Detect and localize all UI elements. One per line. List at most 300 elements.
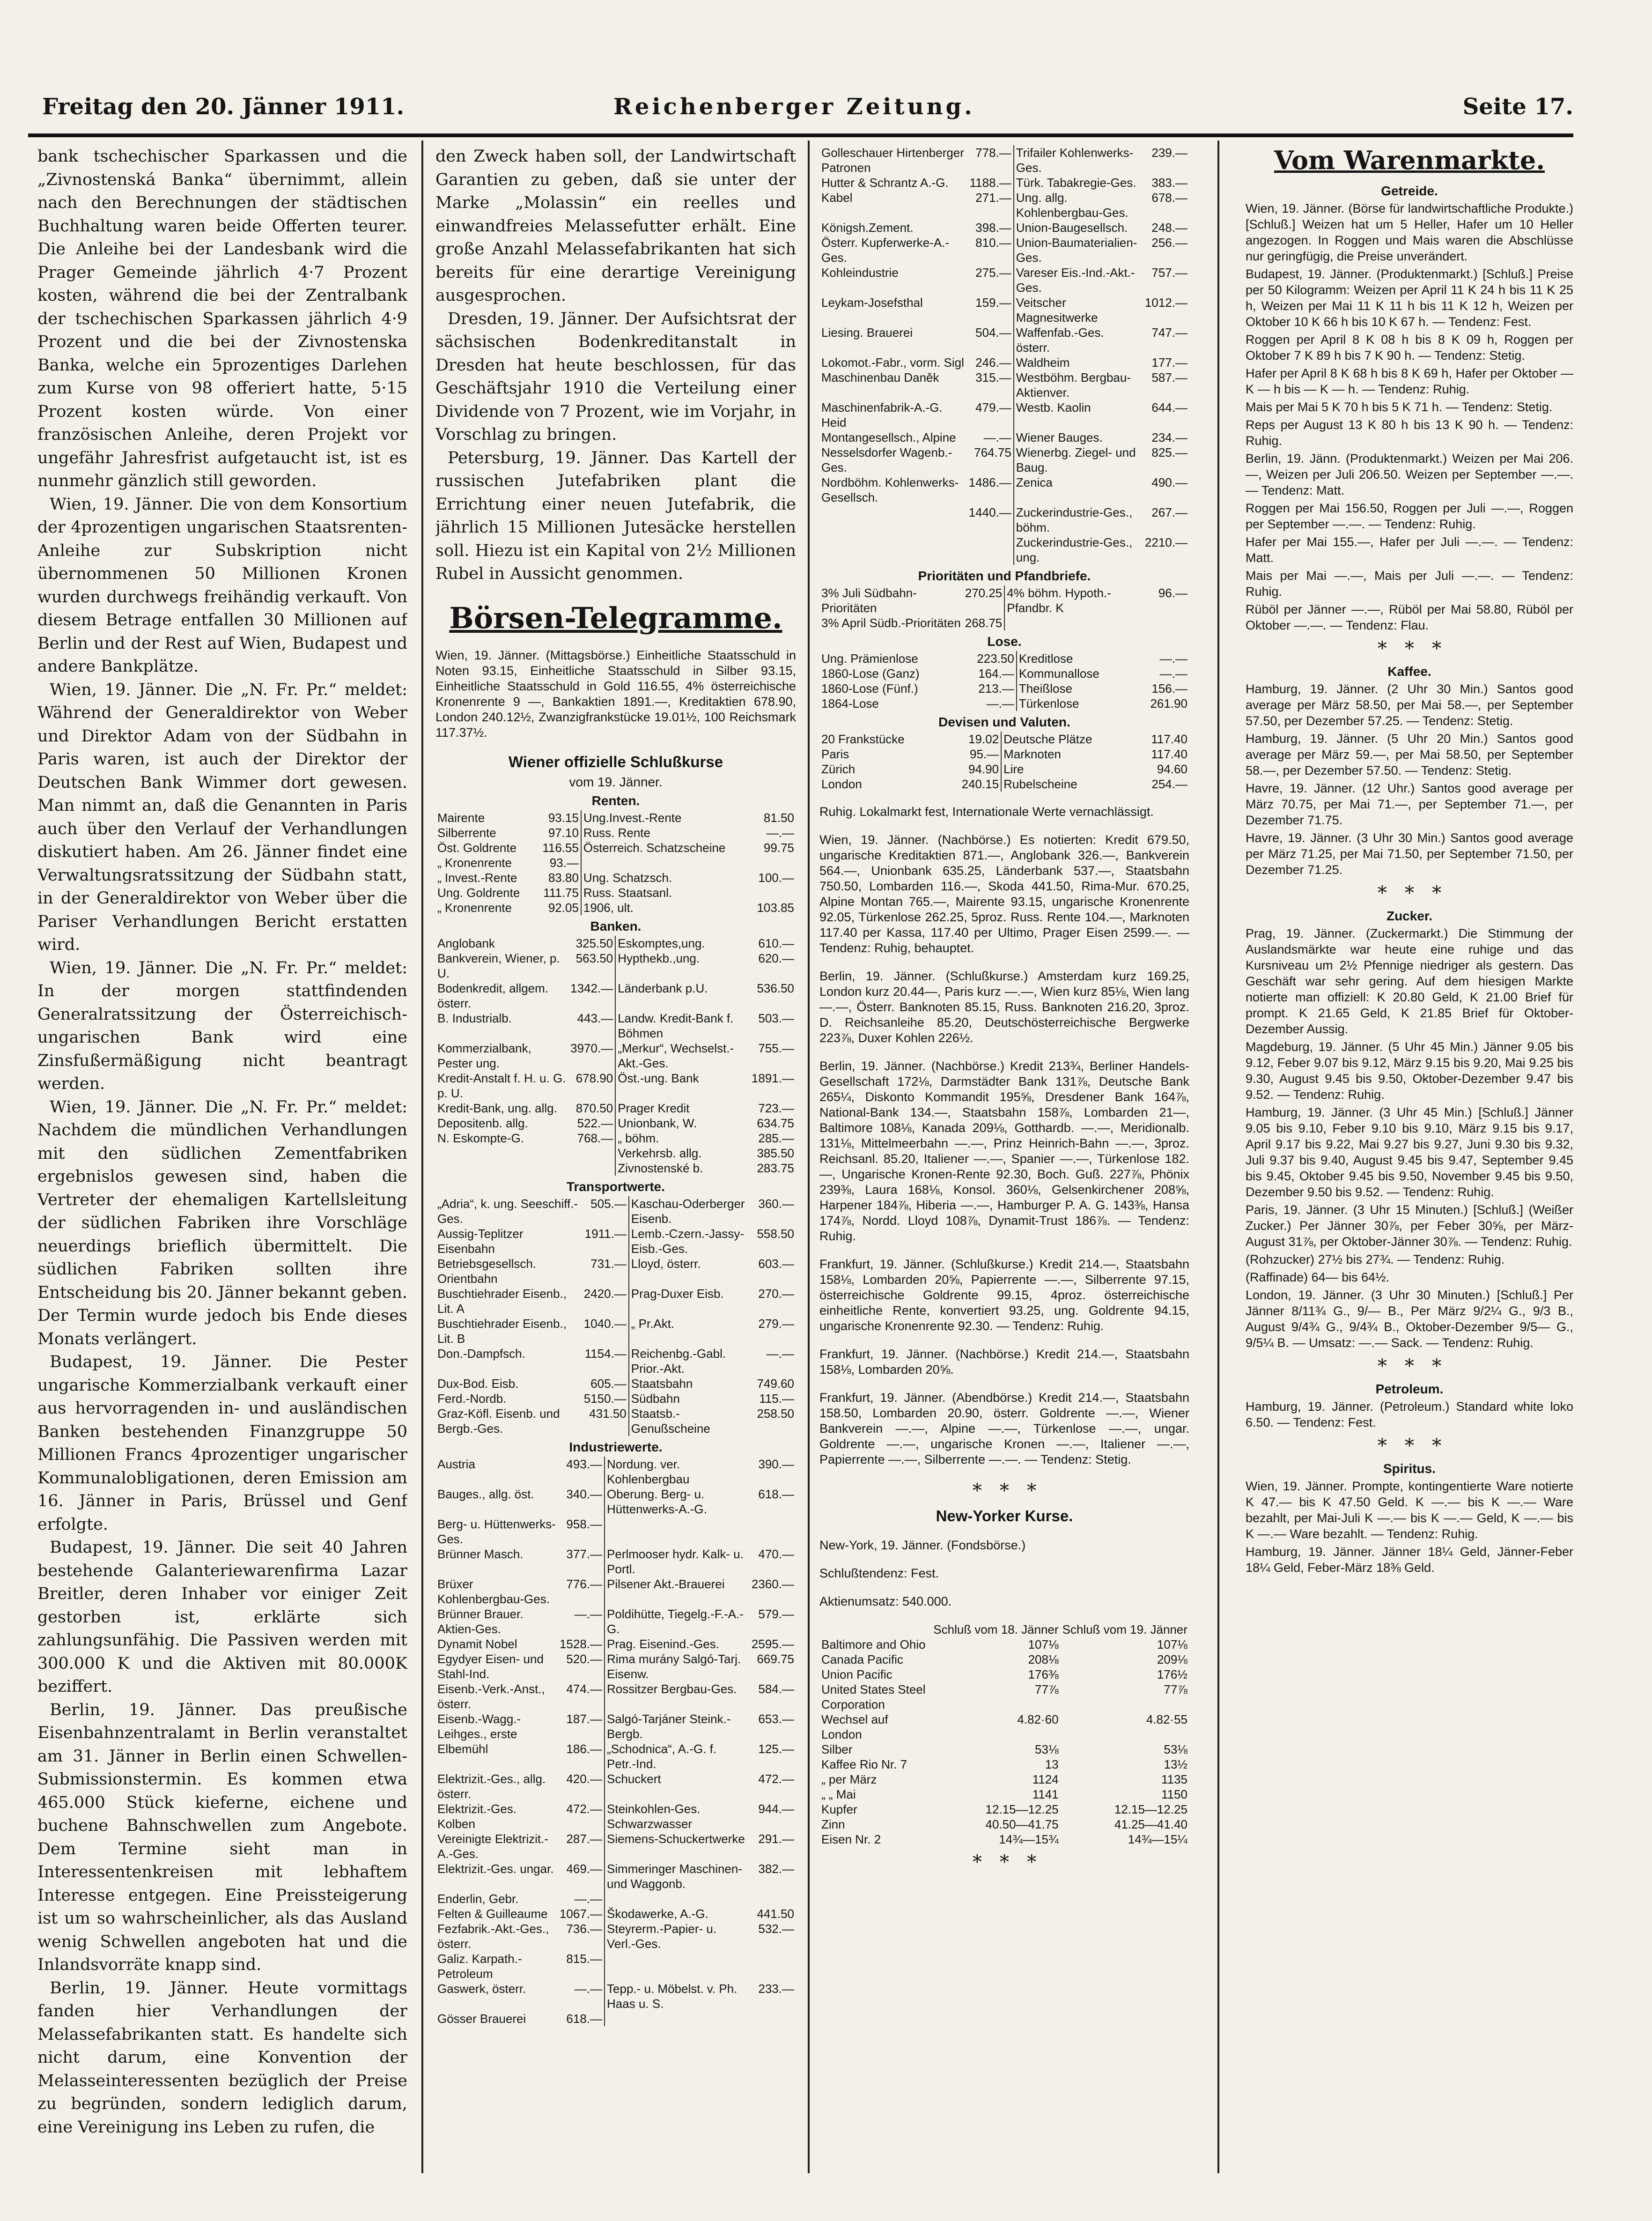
news-paragraph: den Zweck haben soll, der Landwirtschaft Garantien zu geben, daß sie unter der Marke „Molassin“ ein reelles und einwandfreies Melassefutter erhält. Eine große Anzahl Melassefabrikanten hat sich bereits für eine derartige Vereinigung ausgesprochen.: [435, 147, 796, 305]
quote-row: [435, 1196, 796, 1226]
market-report: Ruhig. Lokalmarkt fest, Internationale Werte vernachlässigt.: [819, 805, 1154, 819]
quote-name: Tepp.- u. Möbelst. v. Ph. Haas u. S.: [605, 1981, 750, 2011]
quote-value: 267.—: [1151, 505, 1187, 519]
quote-row: [819, 220, 1189, 235]
quote-row: [435, 810, 796, 825]
quote-value: 603.—: [758, 1256, 794, 1271]
quote-name: Öst.-ung. Bank: [615, 1071, 750, 1101]
news-paragraph: Petersburg, 19. Jänner. Das Kartell der russischen Jutefabriken plant die Errichtung einer neuen Jutefabrik, die jährlich 15 Millionen Jutesäcke herstellen soll. Hiezu ist ein Kapital von 2½ Millionen Rubel in Aussicht genommen.: [435, 448, 796, 583]
quote-row: [819, 1787, 1189, 1802]
quote-name: „ „ Mai: [821, 1787, 856, 1801]
quote-value: 474.—: [566, 1681, 603, 1696]
quote-name: Waldheim: [1014, 355, 1143, 370]
quote-value: 261.90: [1150, 696, 1187, 711]
quote-row: [819, 505, 1189, 535]
quote-value: 479.—: [975, 400, 1011, 415]
quote-name: Zivnostenské b.: [615, 1161, 750, 1176]
quote-name: Rossitzer Bergbau-Ges.: [605, 1681, 750, 1711]
quote-value: 768.—: [577, 1131, 613, 1145]
quote-name: [819, 535, 967, 565]
quote-value: 291.—: [758, 1831, 794, 1846]
quote-name: Kaschau-Oderberger Eisenb.: [629, 1196, 755, 1226]
quote-name: Montangesellsch., Alpine: [821, 430, 956, 444]
quote-name: Felten & Guilleaume: [437, 1906, 548, 1921]
quote-value: 4.82·60: [1017, 1712, 1059, 1726]
quote-name: Union-Baumaterialien-Ges.: [1014, 235, 1143, 265]
quote-value: —.—: [574, 1981, 603, 1996]
warenmarkt-entry: Magdeburg, 19. Jänner. (5 Uhr 45 Min.) Jänner 9.05 bis 9.12, Feber 9.07 bis 9.12, März 9.15 bis 9.20, Mai 9.25 bis 9.30, August 9.45 bis 9.50, Oktober-Dezember 9.47 bis 9.52. — Tendenz: Ruhig.: [1246, 1040, 1573, 1102]
quote-name: Kabel: [821, 191, 853, 205]
quote-name: Lire: [1001, 762, 1133, 777]
quote-name: Königsh.Zement.: [821, 221, 914, 235]
warenmarkt-entry: London, 19. Jänner. (3 Uhr 30 Minuten.) [Schluß.] Per Jänner 8/11¾ G., 9/— B., Per März 9/2¼ G., 9/3 B., August 9/4¾ G., 9/4¾ B., Oktober-Dezember 9/5— G., 9/5¼ B. — Umsatz: —.— Sack. — Tendenz: Ruhig.: [1246, 1288, 1573, 1350]
quote-row: [819, 1742, 1189, 1757]
quote-value: 587.—: [1151, 370, 1187, 385]
quote-value: 870.50: [575, 1101, 613, 1115]
quote-name: Austria: [437, 1457, 475, 1471]
quote-name: 20 Frankstücke: [821, 732, 905, 746]
warenmarkt-title: Vom Warenmarkte.: [1274, 145, 1545, 175]
quote-value: 271.—: [975, 191, 1011, 205]
quote-name: Enderlin, Gebr.: [437, 1891, 519, 1906]
quote-row: [435, 1607, 796, 1636]
quote-value: 1440.—: [968, 505, 1011, 519]
warenmarkt-entry: Budapest, 19. Jänner. (Produktenmarkt.) [Schluß.] Preise per 50 Kilogramm: Weizen per April 11 K 24 h bis 11 K 25 h, Weizen per Mai 11 K 11 h bis 11 K 12 h, Weizen per Oktober 10 K 66 h bis 10 K 67 h. — Tendenz: Fest.: [1246, 267, 1573, 329]
quote-value: 315.—: [975, 370, 1011, 385]
quote-value: 270.25: [965, 586, 1003, 600]
newyork-intro: New-York, 19. Jänner. (Fondsbörse.): [819, 1538, 1026, 1552]
quote-value: 385.50: [757, 1146, 794, 1160]
separator-stars: * * *: [972, 1851, 1037, 1873]
quote-value: 97.10: [548, 825, 579, 840]
quote-value: 186.—: [566, 1741, 603, 1756]
quote-name: Unionbank, W.: [615, 1116, 750, 1131]
quote-name: Egydyer Eisen- und Stahl-Ind.: [437, 1651, 544, 1681]
quote-name: Dynamit Nobel: [437, 1636, 517, 1651]
quote-value: 1135: [1161, 1772, 1187, 1786]
quote-name: Deutsche Plätze: [1001, 732, 1133, 747]
quote-name: Galiz. Karpath.-Petroleum: [437, 1951, 522, 1981]
quote-row: [819, 1712, 1189, 1742]
quote-value: 532.—: [758, 1921, 794, 1936]
quote-row: [819, 1817, 1189, 1832]
quote-value: 53⅛: [1035, 1742, 1059, 1756]
quote-row: [435, 1041, 796, 1071]
quote-value: 1124: [1032, 1772, 1059, 1786]
quote-value: 283.75: [757, 1161, 794, 1175]
quote-value: 240.15: [961, 777, 999, 791]
quote-name: „Schodnica“, A.-G. f. Petr.-Ind.: [605, 1741, 750, 1771]
quote-value: —.—: [574, 1607, 603, 1621]
news-paragraph: bank tschechischer Sparkassen und die „Zivnostenská Banka“ übernimmt, allein nach den Berechnungen der städtischen Buchhaltung waren beide Offerten teurer. Die Anleihe bei der Landesbank wird die Prager Gemeinde jährlich 4·7 Prozent kosten, während die bei der Zentralbank der tschechischen Sparkassen jährlich 4·9 Prozent und die bei der Zivnostenska Banka, welche ein 5prozentiges Darlehen zum Kurse von 98 offeriert hatte, 5·15 Prozent kosten würde. Von einer französischen Anleihe, deren Projekt vor ungefähr Jahresfrist aufgetaucht ist, ist es nunmehr gänzlich still geworden.: [37, 147, 407, 490]
quote-value: 776.—: [566, 1577, 603, 1591]
quote-value: —.—: [983, 430, 1011, 444]
quote-row: [435, 855, 796, 870]
quote-name: Verkehrsb. allg.: [615, 1146, 750, 1161]
quote-row: [435, 951, 796, 981]
quote-name: Baltimore and Ohio: [821, 1637, 926, 1651]
quote-value: 723.—: [758, 1101, 794, 1115]
quote-value: 176½: [1157, 1667, 1187, 1681]
quote-value: 1040.—: [583, 1316, 627, 1331]
quote-name: 1906, ult.: [581, 900, 749, 915]
warenmarkt-entry: Rüböl per Jänner —.—, Rüböl per Mai 58.80, Rüböl per Oktober —.—. — Tendenz: Flau.: [1246, 602, 1573, 632]
quote-row: [435, 870, 796, 885]
quote-name: Salgó-Tarjáner Steink.-Bergb.: [605, 1711, 750, 1741]
news-paragraph: Dresden, 19. Jänner. Der Aufsichtsrat der sächsischen Bodenkreditanstalt in Dresden hat heute beschlossen, für das Geschäftsjahr 1910 die Verteilung einer Dividende von 7 Prozent, wie im Vorjahr, in Vorschlag zu bringen.: [435, 309, 796, 444]
warenmarkt-entry: Paris, 19. Jänner. (3 Uhr 15 Minuten.) [Schluß.] (Weißer Zucker.) Per Jänner 30⅞, per Feber 30⅝, per März-August 31⅞, per Oktober-Jänner 30⅞. — Tendenz: Ruhig.: [1246, 1203, 1573, 1249]
quote-name: Liesing. Brauerei: [821, 326, 913, 340]
warenmarkt-entry: Hamburg, 19. Jänner. (Petroleum.) Standard white loko 6.50. — Tendenz: Fest.: [1246, 1399, 1573, 1429]
quote-value: 208⅛: [1028, 1652, 1059, 1666]
quote-value: 246.—: [975, 355, 1011, 370]
market-report: Wien, 19. Jänner. (Nachbörse.) Es notierten: Kredit 679.50, ungarische Kreditaktien 871.—, Anglobank 326.—, Bankverein 564.—, Unionbank 635.25, Länderbank 537.—, Staatsbahn 750.50, Lombarden 116.—, Skoda 441.50, Rima-Mur. 670.25, Alpine Montan 765.—, Mairente 93.15, ungarische Kronenrente 92.05, Türkenlose 262.25, 5proz. Russ. Rente 104.—, Marknoten 117.40 per Kassa, 117.40 per Ultimo, Prager Eisen 2599.—. — Tendenz: Ruhig, behauptet.: [819, 833, 1189, 955]
quote-row: [435, 1011, 796, 1041]
quote-value: [750, 1891, 796, 1906]
quote-name: Ung. Prämienlose: [821, 651, 918, 666]
quote-name: Steinkohlen-Ges. Schwarzwasser: [605, 1801, 750, 1831]
quote-name: United States Steel Corporation: [821, 1682, 926, 1711]
quote-value: 41.25—41.40: [1114, 1817, 1187, 1831]
market-report: Frankfurt, 19. Jänner. (Schlußkurse.) Kredit 214.—, Staatsbahn 158⅛, Lombarden 20⅝, Papierrente —.—, Silberrente 97.15, österreichische Goldrente 99.15, 4proz. österreichische einheitliche Rente, konvertiert 93.25, ung. Goldrente 94.15, ungarische Kronenrente 92.30. — Tendenz: Ruhig.: [819, 1257, 1189, 1333]
quote-value: 584.—: [758, 1681, 794, 1696]
quote-name: Poldihütte, Tiegelg.-F.-A.-G.: [605, 1607, 750, 1636]
warenmarkt-entry: Hamburg, 19. Jänner. Jänner 18¼ Geld, Jänner-Feber 18¼ Geld, Feber-März 18⅜ Geld.: [1246, 1545, 1573, 1575]
quote-value: 239.—: [1151, 146, 1187, 160]
quote-row: [819, 696, 1189, 711]
lose-table: [819, 651, 1189, 711]
quote-row: [819, 1757, 1189, 1772]
quote-value: 3970.—: [570, 1041, 613, 1055]
quote-row: [819, 747, 1189, 762]
header-date: Freitag den 20. Jänner 1911.: [42, 94, 405, 120]
quote-row: [435, 1951, 796, 1981]
quote-name: Paris: [821, 747, 849, 761]
quote-name: N. Eskompte-G.: [437, 1131, 524, 1145]
quote-value: [749, 885, 796, 900]
warenmarkt-entry: Havre, 19. Jänner. (3 Uhr 30 Min.) Santos good average per März 71.25, per Mai 71.50, per September 71.50, per Dezember 71.25.: [1246, 831, 1573, 877]
quote-value: 605.—: [590, 1376, 627, 1391]
quote-value: 443.—: [577, 1011, 613, 1025]
quote-name: Landw. Kredit-Bank f. Böhmen: [615, 1011, 750, 1041]
quote-row: [819, 615, 1189, 630]
quote-name: Zuckerindustrie-Ges., böhm.: [1014, 505, 1143, 535]
quote-value: 618.—: [566, 2011, 603, 2026]
quote-value: 14¾—15¾: [999, 1832, 1059, 1846]
quote-name: Rima murány Salgó-Tarj. Eisenw.: [605, 1651, 750, 1681]
quote-value: 2360.—: [751, 1577, 794, 1591]
quote-value: 13½: [1164, 1757, 1187, 1771]
quote-row: [819, 1682, 1189, 1712]
warenmarkt-section-title: Petroleum.: [1375, 1382, 1444, 1396]
quote-value: 258.50: [757, 1406, 794, 1421]
quote-name: [435, 1146, 568, 1161]
quote-name: Kreditlose: [1017, 651, 1133, 666]
quote-value: 187.—: [566, 1711, 603, 1726]
quote-name: Elektrizit.-Ges. Kolben: [437, 1801, 517, 1831]
quote-name: Maschinenfabrik-A.-G. Heid: [821, 400, 943, 429]
quote-row: [819, 400, 1189, 430]
quote-value: 164.—: [978, 666, 1014, 681]
quote-name: Brünner Masch.: [437, 1547, 524, 1561]
quote-value: —.—: [766, 1346, 794, 1361]
warenmarkt-entry: Havre, 19. Jänner. (12 Uhr.) Santos good average per März 70.75, per Mai 71.—, per September 71.—, per Dezember 71.75.: [1246, 781, 1573, 827]
quote-name: Kredit-Anstalt f. H. u. G. p. U.: [437, 1071, 566, 1100]
newyork-umsatz: Aktienumsatz: 540.000.: [819, 1594, 952, 1608]
prior-table: [819, 585, 1189, 630]
column-rule: [1217, 141, 1219, 2173]
quote-name: Theißlose: [1017, 681, 1133, 696]
quote-value: 93.—: [549, 855, 579, 870]
quote-value: 2595.—: [751, 1636, 794, 1651]
quote-row: [435, 1116, 796, 1131]
quote-value: 176⅜: [1028, 1667, 1059, 1681]
quote-value: 736.—: [566, 1921, 603, 1936]
quote-value: 536.50: [757, 981, 794, 995]
quote-value: 268.75: [965, 616, 1003, 630]
warenmarkt-entry: Roggen per Mai 156.50, Roggen per Juli —.—, Roggen per September —.—. — Tendenz: Ruhig.: [1246, 501, 1573, 531]
quote-name: Länderbank p.U.: [615, 981, 750, 1011]
quote-name: Marknoten: [1001, 747, 1133, 762]
quote-row: [435, 1921, 796, 1951]
quote-row: [435, 1391, 796, 1406]
quote-value: 159.—: [975, 296, 1011, 310]
quote-row: [819, 1667, 1189, 1682]
news-paragraph: Wien, 19. Jänner. Die „N. Fr. Pr.“ meldet: Nachdem die mündlichen Verhandlungen mit den südlichen Zementfabriken ergebnislos gewesen sind, haben die Vertreter der ehemaligen Kartellsleitung der südlichen Fabriken ihre Vorschläge neuerdings brieflich übermittelt. Die südlichen Fabriken sollten ihre Entscheidung bis 20. Jänner bekannt geben. Der Termin wurde jedoch bis Ende dieses Monats verlängert.: [37, 1097, 407, 1348]
newyork-tendenz: Schlußtendenz: Fest.: [819, 1566, 939, 1580]
quote-name: Gaswerk, österr.: [437, 1981, 526, 1996]
quote-value: 420.—: [566, 1771, 603, 1786]
quote-value: 470.—: [758, 1547, 794, 1561]
quote-name: Kommunallose: [1017, 666, 1133, 681]
quote-value: 93.15: [548, 810, 579, 825]
quote-name: Oberung. Berg- u. Hüttenwerks-A.-G.: [605, 1487, 750, 1517]
quote-value: 12.15—12.25: [985, 1802, 1059, 1816]
warenmarkt-entry: Berlin, 19. Jänn. (Produktenmarkt.) Weizen per Mai 206.—, Weizen per Juli 206.50. Weizen per September —.—. — Tendenz: Matt.: [1246, 452, 1573, 497]
boersen-title: Börsen-Telegramme.: [449, 600, 782, 635]
quote-value: 115.—: [759, 1391, 794, 1406]
quote-value: 77⅞: [1035, 1682, 1059, 1696]
quote-name: Brünner Brauer. Aktien-Ges.: [437, 1607, 524, 1636]
quote-value: 2210.—: [1144, 535, 1187, 549]
quote-name: Nordung. ver. Kohlenbergbau: [605, 1457, 750, 1487]
warenmarkt-entry: Prag, 19. Jänner. (Zuckermarkt.) Die Stimmung der Auslandsmärkte war heute eine ruhige und das Kursniveau um 2½ Pfennige niedriger als gestern. Das Geschäft war sehr gering. Auf dem hiesigen Markte notierte man offiziell: K 20.80 Geld, K 21.00 Brief für prompt. K 21.65 Geld, K 21.85 Brief für Oktober-Dezember Aussig.: [1246, 926, 1573, 1036]
quote-row: [819, 190, 1189, 220]
quote-row: [819, 295, 1189, 325]
warenmarkt-section-title: Getreide.: [1381, 184, 1438, 198]
separator-stars: * * *: [972, 1480, 1037, 1502]
quote-name: Buschtiehrader Eisenb., Lit. B: [437, 1316, 567, 1346]
quote-value: —.—: [1159, 666, 1187, 681]
quote-name: Leykam-Josefsthal: [821, 296, 923, 310]
quote-row: [819, 1772, 1189, 1787]
quote-value: 493.—: [566, 1457, 603, 1471]
quote-value: 223.50: [977, 651, 1014, 666]
quote-value: 678.90: [575, 1071, 613, 1085]
quote-name: Trifailer Kohlenwerks-Ges.: [1014, 145, 1143, 175]
quote-name: [605, 2011, 750, 2026]
industrie-continued-table: [819, 145, 1189, 565]
quote-name: Kohleindustrie: [821, 266, 899, 280]
quote-value: 99.75: [763, 840, 794, 855]
quote-row: [819, 1652, 1189, 1667]
quote-name: Bauges., allg. öst.: [437, 1487, 534, 1501]
quote-value: 390.—: [758, 1457, 794, 1471]
quote-value: 1528.—: [559, 1636, 603, 1651]
quote-name: Kupfer: [821, 1802, 857, 1816]
quote-value: 53⅛: [1164, 1742, 1187, 1756]
quote-value: [568, 1161, 615, 1176]
quote-value: 634.75: [757, 1116, 794, 1130]
quote-value: 958.—: [566, 1517, 603, 1531]
quote-row: [435, 1906, 796, 1921]
quote-name: Eisenb.-Verk.-Anst., österr.: [437, 1681, 545, 1711]
quote-value: [967, 535, 1014, 565]
renten-table: [435, 810, 796, 915]
quote-name: Gösser Brauerei: [437, 2011, 526, 2026]
quote-name: 4% böhm. Hypoth.-Pfandbr. K: [1004, 585, 1157, 615]
quote-row: [819, 762, 1189, 777]
quote-value: 472.—: [758, 1771, 794, 1786]
quote-row: [435, 1636, 796, 1651]
quote-name: Dux-Bod. Eisb.: [437, 1376, 519, 1391]
quote-name: Nesselsdorfer Wagenb.-Ges.: [821, 445, 952, 474]
quote-name: Schuckert: [605, 1771, 750, 1801]
quote-row: [435, 900, 796, 915]
news-paragraph: Wien, 19. Jänner. Die „N. Fr. Pr.“ meldet: Während der Generaldirektor von Weber und Direktor Adam von der Südbahn in Paris waren, ist auch der Direktor der Deutschen Bank Wimmer dort gewesen. Man nimmt an, daß die Genannten in Paris auch über den Verlauf der Verhandlungen diskutiert haben. Am 26. Jänner findet eine Verwaltungsratssitzung der Südbahn statt, in der Generaldirektor von Weber über die Pariser Verhandlungen Bericht erstatten wird.: [37, 680, 407, 954]
quote-value: 504.—: [975, 326, 1011, 340]
quote-value: —.—: [574, 1891, 603, 1906]
quote-name: Ung. allg. Kohlenbergbau-Ges.: [1014, 190, 1143, 220]
quote-value: 522.—: [577, 1116, 613, 1130]
quote-name: B. Industrialb.: [437, 1011, 512, 1025]
quote-value: [568, 1146, 615, 1161]
market-report: Frankfurt, 19. Jänner. (Abendbörse.) Kredit 214.—, Staatsbahn 158.50, Lombarden 20.90, österr. Goldrente —.—, Wiener Bankverein —.—, Alpine —.—, Türkenlose —.—, ungar. Goldrente —.—, ungarische Kronen —.—, Italiener —.—, Papierrente —.—, Silberrente —.—. — Tendenz: Stetig.: [819, 1391, 1189, 1466]
warenmarkt-entry: Hamburg, 19. Jänner. (3 Uhr 45 Min.) [Schluß.] Jänner 9.05 bis 9.10, Feber 9.10 bis 9.10, März 9.15 bis 9.17, April 9.17 bis 9.22, Mai 9.27 bis 9.27, Juni 9.30 bis 9.32, Juli 9.37 bis 9.40, August 9.45 bis 9.47, September 9.45 bis 9.45, Oktober 9.45 bis 9.50, November 9.45 bis 9.50, Dezember 9.50 bis 9.52. — Tendenz: Ruhig.: [1246, 1105, 1573, 1199]
quote-name: Steyrerm.-Papier- u. Verl.-Ges.: [605, 1921, 750, 1951]
quote-row: [819, 370, 1189, 400]
quote-name: Veitscher Magnesitwerke: [1014, 295, 1143, 325]
quote-name: Hypthekb.,ung.: [615, 951, 750, 981]
quote-value: 618.—: [758, 1487, 794, 1501]
quote-value: 100.—: [758, 870, 794, 885]
warenmarkt-entry: Hamburg, 19. Jänner. (5 Uhr 20 Min.) Santos good average per März 59.—, per Mai 58.50, per September 58.—, per Dezember 57.50. — Tendenz: Stetig.: [1246, 732, 1573, 777]
quote-row: [819, 145, 1189, 175]
transport-title: Transportwerte.: [566, 1179, 665, 1194]
quote-row: [435, 1741, 796, 1771]
quote-name: Türkenlose: [1017, 696, 1133, 711]
quote-value: 83.80: [548, 870, 579, 885]
transport-table: [435, 1196, 796, 1436]
quote-value: 177.—: [1151, 355, 1187, 370]
quote-row: [819, 1802, 1189, 1817]
quote-value: [1157, 615, 1189, 630]
quote-value: 81.50: [763, 810, 794, 825]
quote-name: „ per März: [821, 1772, 877, 1786]
renten-title: Renten.: [591, 793, 640, 808]
warenmarkt-entry: Hafer per Mai 155.—, Hafer per Juli —.—. — Tendenz: Matt.: [1246, 535, 1573, 565]
quote-name: Mairente: [437, 810, 485, 825]
warenmarkt-entry: Hamburg, 19. Jänner. (2 Uhr 30 Min.) Santos good average per März 58.50, per Mai 58.—, per September 57.50, per Dezember 57.25. — Tendenz: Stetig.: [1246, 682, 1573, 728]
quote-name: Simmeringer Maschinen- und Waggonb.: [605, 1861, 750, 1891]
quote-name: Eisenb.-Wagg.-Leihges., erste: [437, 1711, 521, 1741]
quote-name: Staatsb.-Genußscheine: [629, 1406, 755, 1436]
quote-row: [435, 1146, 796, 1161]
quote-value: 270.—: [758, 1286, 794, 1301]
quote-row: [435, 1226, 796, 1256]
quote-name: Golleschauer Hirtenberger Patronen: [821, 146, 964, 175]
quote-value: 678.—: [1151, 191, 1187, 205]
news-paragraph: Wien, 19. Jänner. Die von dem Konsortium der 4prozentigen ungarischen Staatsrenten-Anleihe zur Subskription nicht übernommenen 50 Millionen Kronen wurden durchwegs freihändig verkauft. Von diesem Betrage entfallen 30 Millionen auf Berlin und der Rest auf Wien, Budapest und andere Bankplätze.: [37, 495, 407, 676]
newyork-col-b: Schluß vom 19. Jänner: [1062, 1622, 1187, 1636]
quote-name: „ böhm.: [615, 1131, 750, 1146]
quote-value: 558.50: [757, 1226, 794, 1241]
column-rule: [808, 141, 810, 2173]
quote-row: [435, 1577, 796, 1607]
quote-name: Zuckerindustrie-Ges., ung.: [1014, 535, 1143, 565]
quote-row: [819, 475, 1189, 505]
quote-name: Don.-Dampfsch.: [437, 1346, 525, 1361]
quote-name: 3% April Südb.-Prioritäten: [821, 616, 961, 630]
quote-value: 755.—: [758, 1041, 794, 1055]
quote-row: [435, 1487, 796, 1517]
quote-name: Fezfabrik.-Akt.-Ges., österr.: [437, 1921, 549, 1951]
quote-row: [819, 535, 1189, 565]
quote-value: 13: [1045, 1757, 1059, 1771]
boersen-intro: Wien, 19. Jänner. (Mittagsbörse.) Einheitliche Staatsschuld in Noten 93.15, Einheitliche Staatsschuld in Silber 93.15, Einheitliche Staatsschuld in Gold 116.55, 4% österreichische Kronenrente 9 —, Bankaktien 1891.—, Kreditaktien 678.90, London 240.12½, Zwanzigfrankstücke 19.01½, 100 Reichsmark 117.37½.: [435, 648, 796, 740]
quote-value: 431.50: [589, 1406, 627, 1421]
warenmarkt-entry: Hafer per April 8 K 68 h bis 8 K 69 h, Hafer per Oktober — K — h bis — K — h. — Tendenz: Ruhig.: [1246, 366, 1573, 396]
quote-name: Russ. Staatsanl.: [581, 885, 749, 900]
quote-name: Prag-Duxer Eisb.: [629, 1286, 755, 1316]
quote-name: Wiener Bauges.: [1014, 430, 1143, 445]
quote-row: [819, 430, 1189, 445]
header-masthead: Reichenberger Zeitung.: [613, 94, 975, 120]
quote-name: Kredit-Bank, ung. allg.: [437, 1101, 557, 1115]
quote-row: [819, 1637, 1189, 1652]
warenmarkt-entry: Roggen per April 8 K 08 h bis 8 K 09 h, Roggen per Oktober 7 K 89 h bis 7 K 90 h. — Tendenz: Stetig.: [1246, 333, 1573, 363]
quote-name: Vareser Eis.-Ind.-Akt.-Ges.: [1014, 265, 1143, 295]
quote-name: Siemens-Schuckertwerke: [605, 1831, 750, 1861]
quote-value: 254.—: [1151, 777, 1187, 791]
quote-name: Kommerzialbank, Pester ung.: [437, 1041, 531, 1070]
quote-row: [819, 585, 1189, 615]
warenmarkt-entry: Wien, 19. Jänner. (Börse für landwirtschaftliche Produkte.) [Schluß.] Weizen hat um 5 Heller, Hafer um 10 Heller angezogen. In Roggen und Mais waren die Abschlüsse nur geringfügig, die Preise unverändert.: [1246, 201, 1573, 263]
quote-row: [435, 825, 796, 840]
quote-value: 441.50: [757, 1906, 794, 1921]
quote-name: Nordböhm. Kohlenwerks-Gesellsch.: [821, 475, 959, 504]
quote-name: Hutter & Schrantz A.-G.: [821, 176, 949, 190]
quote-value: 213.—: [978, 681, 1014, 696]
quote-row: [435, 1891, 796, 1906]
quote-row: [435, 1376, 796, 1391]
quote-name: Brüxer Kohlenbergbau-Ges.: [437, 1577, 550, 1606]
quote-value: 747.—: [1151, 326, 1187, 340]
quote-name: Maschinenbau Daněk: [821, 370, 939, 385]
quote-name: Silber: [821, 1742, 853, 1756]
quote-value: 749.60: [757, 1376, 794, 1391]
quote-value: 382.—: [758, 1861, 794, 1876]
industrie-table: [435, 1457, 796, 2026]
quote-row: [819, 732, 1189, 747]
quote-value: 279.—: [758, 1316, 794, 1331]
quote-name: Elektrizit.-Ges. ungar.: [437, 1861, 554, 1876]
quote-row: [819, 325, 1189, 355]
quote-value: 610.—: [758, 936, 794, 950]
quote-value: 40.50—41.75: [985, 1817, 1059, 1831]
news-paragraph: Budapest, 19. Jänner. Die Pester ungarische Kommerzialbank verkauft einer aus hervorragenden in- und ausländischen Banken bestehenden Finanzgruppe 50 Millionen Francs 4prozentiger ungarischer Kommunalobligationen, deren Emission am 16. Jänner in Paris, Brüssel und Genf erfolgte.: [37, 1353, 407, 1534]
quote-name: Lokomot.-Fabr., vorm. Sigl: [821, 355, 964, 370]
